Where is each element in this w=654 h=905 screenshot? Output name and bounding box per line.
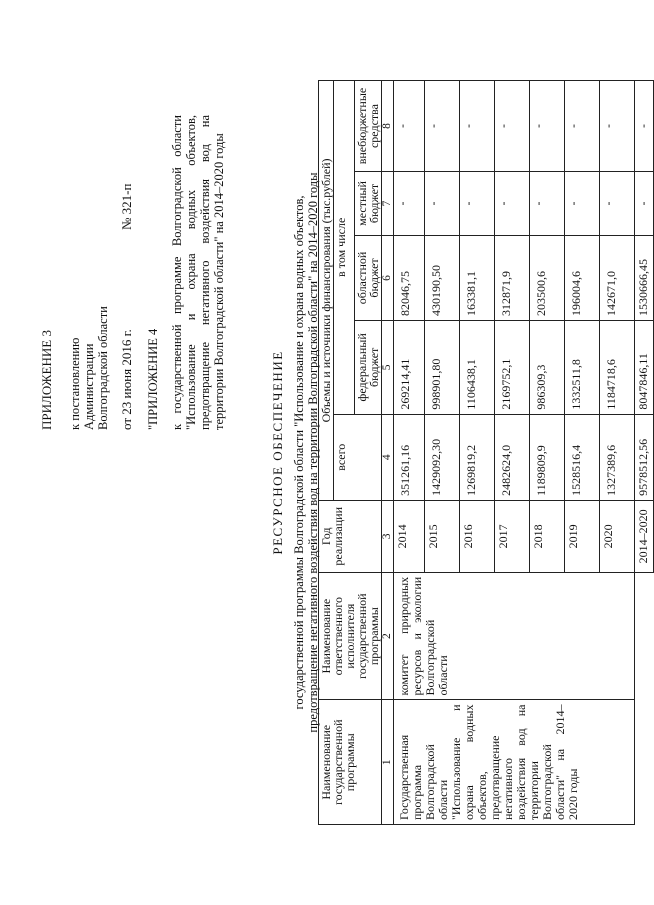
subtitle-line-2: предотвращение негативного воздействия вод на территории Волгоградской области" на 2014–2020 годы: [306, 172, 320, 733]
regional-cell: 163381,1: [460, 235, 495, 320]
total-cell: 2482624,0: [495, 414, 530, 500]
offbudget-cell: -: [600, 81, 635, 172]
local-cell: -: [530, 172, 565, 236]
header-including: в том числе: [334, 81, 355, 415]
local-cell: -: [495, 172, 530, 236]
local-cell: -: [565, 172, 600, 236]
header-local: местный бюджет: [355, 172, 382, 236]
subtitle-line-1: государственной программы Волгоградской области "Использование и охрана водных объектов,: [292, 195, 306, 710]
year-cell: 2014: [394, 500, 425, 572]
index-cell: 5: [382, 321, 394, 415]
appendix-line-2: Администрации: [82, 343, 96, 430]
program-name-cell: Государственная программа Волгоградской области "Использование и охрана водных объектов, предотвращение негативного воздействия вод на территории Волгоградской области" на 2014–2020 годы: [394, 700, 635, 825]
regional-cell: 312871,9: [495, 235, 530, 320]
regional-cell: 142671,0: [600, 235, 635, 320]
federal-cell: 269214,41: [394, 321, 425, 415]
index-cell: 2: [382, 572, 394, 700]
index-cell: 8: [382, 81, 394, 172]
total-cell: 1189809,9: [530, 414, 565, 500]
offbudget-cell: -: [565, 81, 600, 172]
offbudget-cell: -: [394, 81, 425, 172]
year-cell: 2019: [565, 500, 600, 572]
appendix-3-block: [40, 110, 226, 430]
federal-cell: 1106438,1: [460, 321, 495, 415]
header-total: всего: [334, 414, 382, 500]
regional-cell: 203500,6: [530, 235, 565, 320]
federal-cell: 998901,80: [425, 321, 460, 415]
appendix-4-body: к государственной программе Волгоградской области "Использование и охрана водных объектов, предотвращение негативного воздействия вод на территории Волгоградской области" на 2014–2020 годы: [170, 115, 226, 430]
local-cell: -: [425, 172, 460, 236]
total-cell: 1269819,2: [460, 414, 495, 500]
federal-cell: 986309,3: [530, 321, 565, 415]
index-cell: 7: [382, 172, 394, 236]
regional-cell: 196004,6: [565, 235, 600, 320]
header-funding: Объемы и источники финансирования (тыс.рублей): [319, 81, 334, 501]
regional-cell: 1530666,45: [635, 235, 654, 320]
offbudget-cell: -: [460, 81, 495, 172]
total-cell: 351261,16: [394, 414, 425, 500]
executor-cell: комитет природных ресурсов и экологии Волгоградской области: [394, 572, 635, 700]
decree-date: от 23 июня 2016 г.: [119, 329, 134, 430]
document-title: РЕСУРСНОЕ ОБЕСПЕЧЕНИЕ: [270, 350, 285, 555]
index-cell: 3: [382, 500, 394, 572]
federal-cell: 1332511,8: [565, 321, 600, 415]
local-cell: -: [600, 172, 635, 236]
offbudget-cell: -: [495, 81, 530, 172]
federal-cell: 2169752,1: [495, 321, 530, 415]
total-cell: 1429092,30: [425, 414, 460, 500]
appendix-4-title: "ПРИЛОЖЕНИЕ 4: [146, 328, 160, 430]
index-cell: 6: [382, 235, 394, 320]
empty-cell: [635, 700, 654, 825]
year-cell: 2018: [530, 500, 565, 572]
offbudget-cell: -: [530, 81, 565, 172]
local-cell: -: [394, 172, 425, 236]
header-year: Год реализации: [319, 500, 382, 572]
federal-cell: 8047846,11: [635, 321, 654, 415]
year-cell: 2015: [425, 500, 460, 572]
decree-number: № 321-п: [119, 183, 134, 230]
header-federal: федеральный бюджет: [355, 321, 382, 415]
header-executor: Наименование ответственного исполнителя государственной программы: [319, 572, 382, 700]
regional-cell: 430190,50: [425, 235, 460, 320]
header-offbudget: внебюджетные средства: [355, 81, 382, 172]
appendix-line-3: Волгоградской области: [96, 306, 110, 430]
index-cell: 1: [382, 700, 394, 825]
resource-table: [318, 80, 654, 825]
total-cell: 1528516,4: [565, 414, 600, 500]
appendix-3-title: ПРИЛОЖЕНИЕ 3: [39, 330, 54, 430]
date-number-line: [120, 110, 136, 430]
table-row-total: [635, 81, 654, 825]
federal-cell: 1184718,6: [600, 321, 635, 415]
regional-cell: 82046,75: [394, 235, 425, 320]
header-program-name: Наименование государственной программы: [319, 700, 382, 825]
local-cell: -: [635, 172, 654, 236]
header-regional: областной бюджет: [355, 235, 382, 320]
year-cell: 2020: [600, 500, 635, 572]
empty-cell: [635, 572, 654, 700]
year-cell: 2016: [460, 500, 495, 572]
table-row: [394, 81, 425, 825]
local-cell: -: [460, 172, 495, 236]
index-cell: 4: [382, 414, 394, 500]
offbudget-cell: -: [425, 81, 460, 172]
document-subtitle: [292, 80, 320, 825]
total-cell: 1327389,6: [600, 414, 635, 500]
appendix-line-1: к постановлению: [68, 337, 82, 430]
year-cell: 2014–2020: [635, 500, 654, 572]
year-cell: 2017: [495, 500, 530, 572]
offbudget-cell: -: [635, 81, 654, 172]
total-cell: 9578512,56: [635, 414, 654, 500]
